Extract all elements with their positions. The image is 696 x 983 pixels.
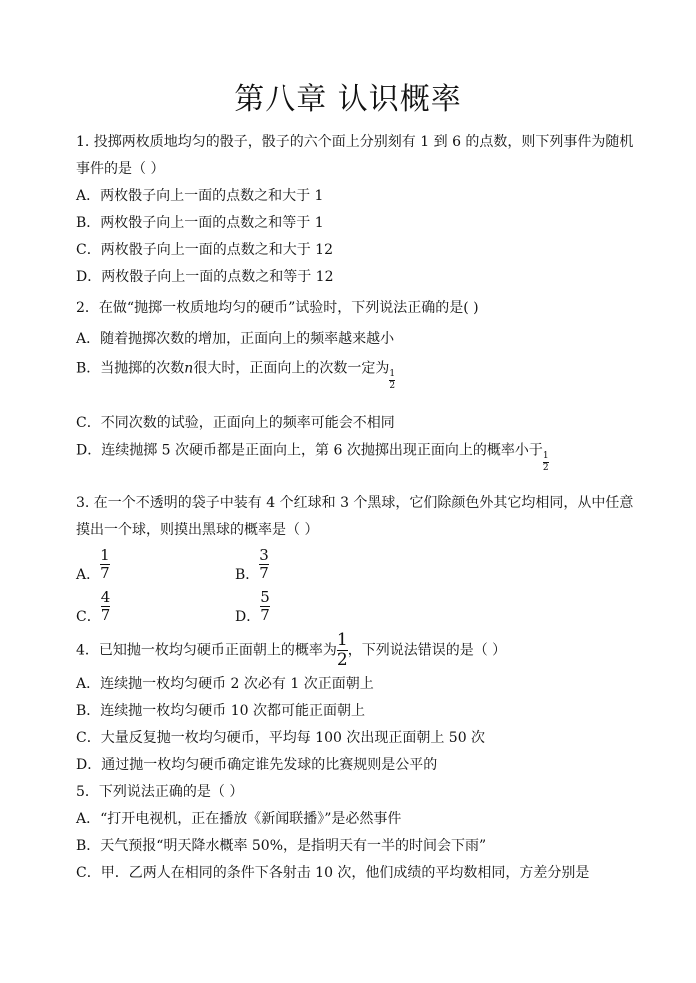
q1-option-c: C．两枚骰子向上一面的点数之和大于 12 [76, 242, 333, 258]
q2-option-d [76, 440, 549, 473]
q3-option-d-label: D． [235, 608, 261, 625]
q4-option-b: B．连续抛一枚均匀硬币 10 次都可能正面朝上 [76, 703, 366, 719]
q1-option-a: A．两枚骰子向上一面的点数之和大于 1 [76, 188, 324, 204]
q4-stem [76, 632, 506, 669]
q3-option-b-fraction [259, 548, 269, 581]
q1-option-d: D．两枚骰子向上一面的点数之和等于 12 [76, 269, 334, 285]
q3-option-c [76, 590, 110, 623]
fraction-numerator: 5 [260, 588, 270, 606]
q3-option-c-label: C． [76, 608, 101, 625]
q2-option-b-pre: B．当抛掷的次数 [76, 360, 185, 377]
fraction-denominator: 2 [389, 381, 396, 391]
q3-option-b [235, 548, 269, 581]
q4-stem-post: ，下列说法错误的是（ ） [347, 642, 507, 659]
q2-answer-paren: ( ) [463, 300, 479, 316]
fraction-numerator: 1 [542, 451, 549, 461]
q2-option-b [76, 358, 396, 391]
q4-stem-fraction [337, 632, 348, 669]
fraction-numerator: 1 [389, 369, 396, 379]
fraction-denominator: 2 [336, 650, 348, 670]
q3-option-b-label: B． [235, 566, 260, 583]
page-title: 第八章 认识概率 [234, 82, 462, 117]
q3-option-a-fraction [100, 548, 110, 581]
fraction-numerator: 1 [100, 546, 110, 564]
q1-stem-line1: 1. 投掷两枚质地均匀的骰子，骰子的六个面上分别刻有 1 到 6 的点数，则下列事件为随机 [76, 134, 634, 150]
fraction-denominator: 7 [259, 564, 269, 582]
q4-stem-pre: 4．已知抛一枚均匀硬币正面朝上的概率为 [76, 642, 337, 659]
q4-option-a: A．连续抛一枚均匀硬币 2 次必有 1 次正面朝上 [76, 676, 374, 692]
q5-option-b: B．天气预报“明天降水概率 50%，是指明天有一半的时间会下雨” [76, 838, 487, 854]
q3-stem-line2: 摸出一个球，则摸出黑球的概率是（ ） [76, 522, 319, 538]
q2-option-a: A．随着抛掷次数的增加，正面向上的频率越来越小 [76, 331, 395, 347]
q1-option-b: B．两枚骰子向上一面的点数之和等于 1 [76, 215, 324, 231]
fraction-numerator: 1 [336, 630, 348, 650]
q2-option-d-fraction [543, 452, 549, 473]
q2-option-c: C．不同次数的试验，正面向上的频率可能会不相同 [76, 415, 395, 431]
q3-option-a-label: A． [76, 566, 101, 583]
q2-option-b-var: n [184, 360, 194, 377]
fraction-denominator: 7 [100, 606, 111, 624]
q2-stem-text: 2．在做“抛掷一枚质地均匀的硬币”试验时，下列说法正确的是 [76, 300, 464, 316]
q2-stem [76, 298, 479, 318]
q3-option-c-fraction [101, 590, 111, 623]
q5-stem: 5．下列说法正确的是（ ） [76, 784, 244, 800]
q4-option-c: C．大量反复抛一枚均匀硬币，平均每 100 次出现正面朝上 50 次 [76, 730, 486, 746]
q3-option-a [76, 548, 110, 581]
q3-option-d [235, 590, 270, 623]
q2-option-b-fraction [389, 370, 395, 391]
q1-stem-line2: 事件的是（ ） [76, 161, 165, 177]
q3-option-d-fraction [260, 590, 270, 623]
q5-option-c: C．甲．乙两人在相同的条件下各射击 10 次，他们成绩的平均数相同，方差分别是 [76, 865, 590, 881]
fraction-denominator: 7 [100, 564, 110, 582]
q3-stem-line1: 3. 在一个不透明的袋子中装有 4 个红球和 3 个黑球，它们除颜色外其它均相同，从中任意 [76, 495, 634, 511]
q4-option-d: D．通过抛一枚均匀硬币确定谁先发球的比赛规则是公平的 [76, 757, 438, 773]
fraction-denominator: 2 [542, 463, 549, 473]
fraction-numerator: 4 [100, 588, 111, 606]
fraction-denominator: 7 [260, 606, 270, 624]
q2-option-d-text: D．连续抛掷 5 次硬币都是正面向上，第 6 次抛掷出现正面向上的概率小于 [76, 442, 543, 459]
fraction-numerator: 3 [259, 546, 269, 564]
q2-option-b-post: 很大时，正面向上的次数一定为 [193, 360, 390, 377]
q5-option-a: A．“打开电视机，正在播放《新闻联播》”是必然事件 [76, 811, 402, 827]
